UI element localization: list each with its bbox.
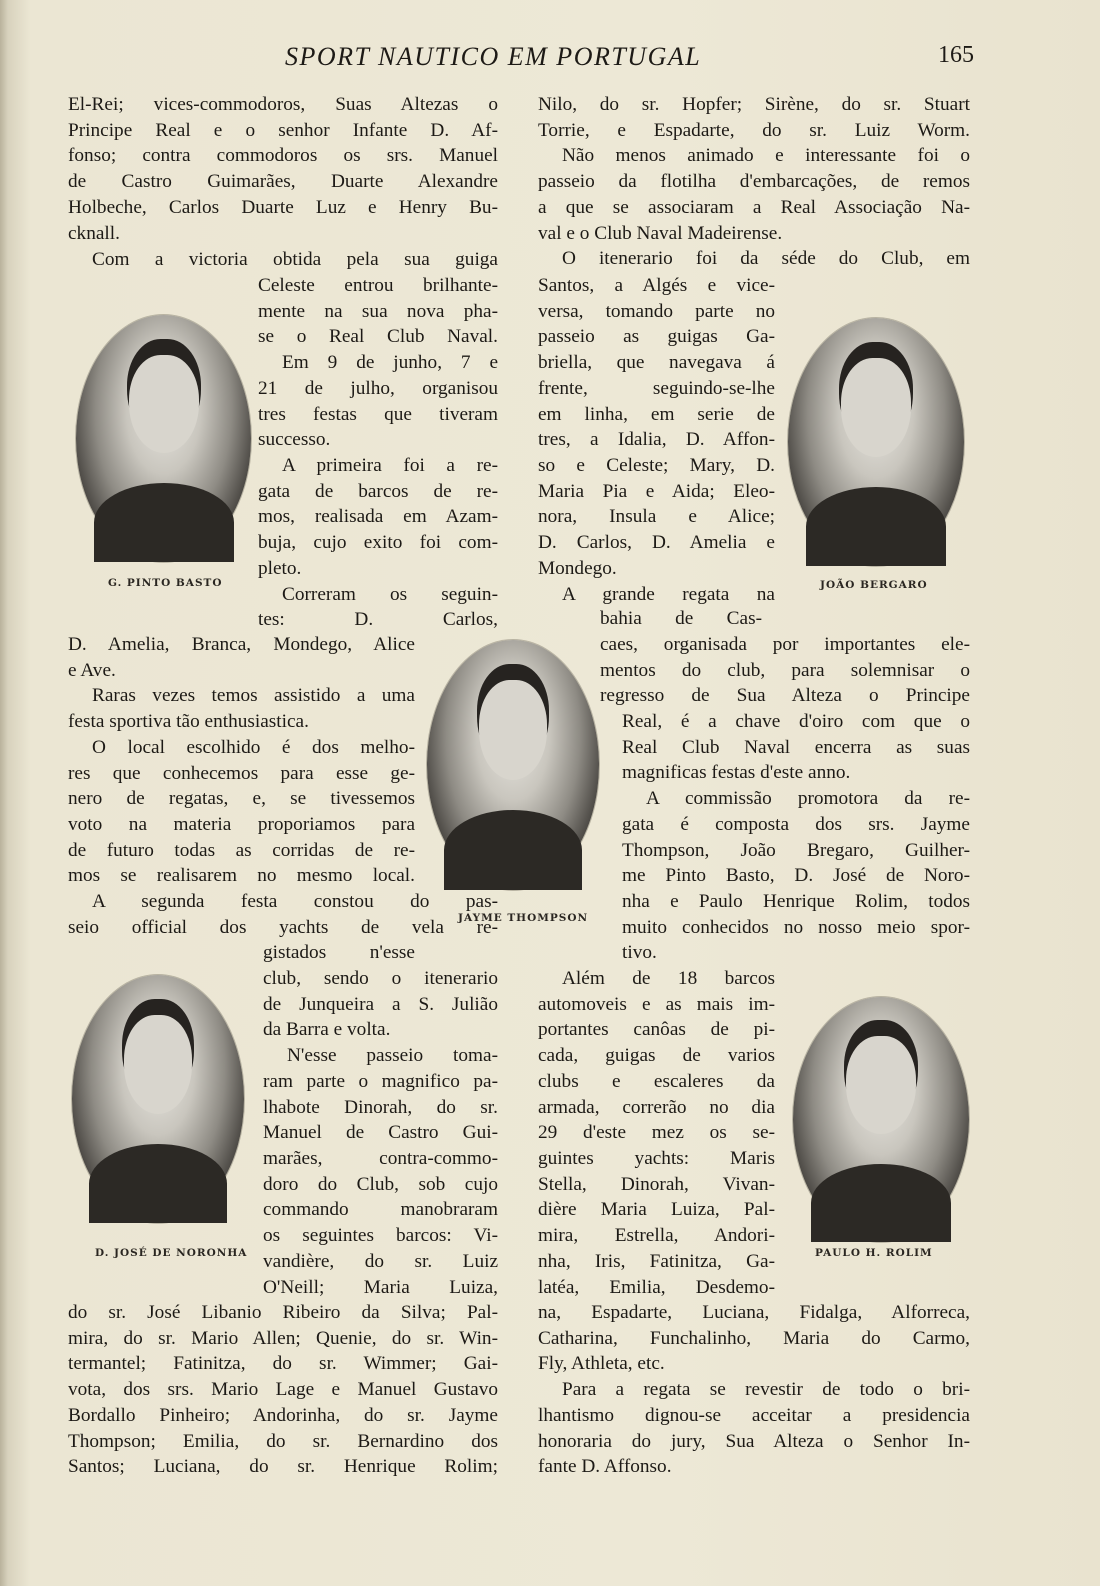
text-line: fante D. Affonso. — [538, 1456, 672, 1478]
text-line: D. Amelia, Branca, Mondego, Alice — [68, 634, 415, 655]
text-line: honoraria do jury, Sua Alteza o Senhor In- — [538, 1430, 970, 1452]
right-text-block — [600, 632, 970, 709]
text-line: Com a victoria obtida pela sua guiga — [92, 249, 498, 270]
text-line: lhabote Dinorah, do sr. — [263, 1096, 498, 1118]
text-line: os seguintes barcos: Vi- — [263, 1225, 498, 1247]
caption-noronha: D. JOSÉ DE NORONHA — [95, 1247, 248, 1259]
left-text-block — [68, 92, 498, 246]
text-line: O local escolhido é dos melho- — [92, 736, 415, 758]
page-number: 165 — [938, 42, 974, 68]
text-line: pleto. — [258, 557, 302, 579]
right-text-block — [538, 1300, 970, 1480]
text-line: mentos do club, para solemnisar o — [600, 659, 970, 681]
text-line: frente, seguindo-se-lhe — [538, 377, 775, 399]
caption-pinto-basto: G. PINTO BASTO — [108, 577, 223, 589]
text-line: voto na materia proporiamos para — [68, 814, 415, 836]
text-line: seio official dos yachts de vela re- — [68, 916, 498, 938]
text-line: ram parte o magnifico pa- — [263, 1070, 498, 1092]
text-line: de Castro Guimarães, Duarte Alexandre — [68, 171, 498, 193]
text-line: Raras vezes temos assistido a uma — [92, 685, 415, 707]
left-text-block — [68, 247, 498, 273]
text-line: Bordallo Pinheiro; Andorinha, do sr. Jayme — [68, 1404, 498, 1426]
text-line: versa, tomando parte no — [538, 300, 775, 322]
text-line: me Pinto Basto, D. José de Noro- — [622, 865, 970, 887]
text-line: a que se associaram a Real Associação Na- — [538, 196, 970, 218]
text-line: vandière, do sr. Luiz — [263, 1250, 498, 1272]
text-line: Além de 18 barcos — [562, 968, 775, 989]
text-line: tes: D. Carlos, — [258, 609, 498, 631]
text-line: mira, do sr. Mario Allen; Quenie, do sr. Win- — [68, 1327, 498, 1349]
text-line: Mondego. — [538, 557, 617, 579]
text-line: vota, dos srs. Mario Lage e Manuel Gustavo — [68, 1379, 498, 1401]
text-line: armada, correrão no dia — [538, 1096, 775, 1118]
text-line: nha e Paulo Henrique Rolim, todos — [622, 891, 970, 913]
text-line: nora, Insula e Alice; — [538, 506, 775, 528]
text-line: Stella, Dinorah, Vivan- — [538, 1173, 775, 1195]
text-line: buja, cujo exito foi com- — [258, 532, 498, 554]
running-header-title: SPORT NAUTICO EM PORTUGAL — [285, 42, 702, 71]
caption-rolim: PAULO H. ROLIM — [815, 1247, 933, 1259]
text-line: guintes yachts: Maris — [538, 1148, 775, 1170]
right-text-block — [538, 92, 970, 272]
portrait-thompson — [427, 640, 599, 890]
text-line: O itenerario foi da séde do Club, em — [562, 248, 970, 270]
left-text-block — [68, 889, 498, 940]
text-line: val e o Club Naval Madeirense. — [538, 222, 783, 244]
left-text-block — [263, 940, 415, 966]
text-line: portantes canôas de pi- — [538, 1019, 775, 1041]
text-line: passeio da flotilha d'embarcações, de remos — [538, 171, 970, 193]
text-line: club, sendo o itenerario — [263, 968, 498, 989]
text-line: 29 d'este mez os se- — [538, 1122, 775, 1144]
text-line: de Junqueira a S. Julião — [263, 993, 498, 1015]
text-line: passeio as guigas Ga- — [538, 326, 775, 348]
text-line: mos se realisarem no mesmo local. — [68, 865, 415, 887]
text-line: Torrie, e Espadarte, do sr. Luiz Worm. — [538, 119, 970, 141]
portrait-noronha — [72, 975, 244, 1223]
right-text-block — [622, 709, 970, 966]
text-line: A segunda festa constou do pas- — [92, 891, 498, 912]
text-line: caes, organisada por importantes ele- — [600, 634, 970, 655]
text-line: latéa, Emilia, Desdemo- — [538, 1276, 775, 1298]
left-text-block — [258, 273, 498, 633]
text-line: mos, realisada em Azam- — [258, 506, 498, 528]
text-line: nero de regatas, e, se tivessemos — [68, 788, 415, 810]
portrait-bergaro — [788, 318, 964, 566]
left-text-block — [263, 966, 498, 1300]
text-line: na, Espadarte, Luciana, Fidalga, Alforreca, — [538, 1302, 970, 1323]
text-line: Thompson; Emilia, do sr. Bernardino dos — [68, 1430, 498, 1452]
left-text-block — [68, 632, 415, 889]
text-line: muito conhecidos no nosso meio spor- — [622, 916, 970, 938]
text-line: fonso; contra commodoros os srs. Manuel — [68, 145, 498, 167]
text-line: A primeira foi a re- — [282, 455, 498, 477]
text-line: do sr. José Libanio Ribeiro da Silva; Pal- — [68, 1302, 498, 1323]
text-line: Não menos animado e interessante foi o — [562, 145, 970, 167]
caption-bergaro: JOÃO BERGARO — [820, 579, 928, 591]
text-line: festa sportiva tão enthusiastica. — [68, 711, 309, 733]
text-line: Thompson, João Bregaro, Guilher- — [622, 839, 970, 861]
text-line: Catharina, Funchalinho, Maria do Carmo, — [538, 1327, 970, 1349]
text-line: tres, a Idalia, D. Affon- — [538, 429, 775, 451]
text-line: cknall. — [68, 222, 120, 244]
text-line: gistados n'esse — [263, 942, 415, 963]
right-text-block — [538, 966, 775, 1300]
text-line: lhantismo dignou-se acceitar a presidencia — [538, 1404, 970, 1426]
text-line: cada, guigas de varios — [538, 1045, 775, 1067]
text-line: Correram os seguin- — [282, 583, 498, 605]
text-line: Santos; Luciana, do sr. Henrique Rolim; — [68, 1456, 498, 1478]
text-line: 21 de julho, organisou — [258, 377, 498, 399]
text-line: Santos, a Algés e vice- — [538, 275, 775, 296]
text-line: tres festas que tiveram — [258, 403, 498, 425]
text-line: e Ave. — [68, 659, 116, 681]
text-line: Real, é a chave d'oiro com que o — [622, 711, 970, 732]
text-line: El-Rei; vices-commodoros, Suas Altezas o — [68, 94, 498, 115]
text-line: O'Neill; Maria Luiza, — [263, 1276, 498, 1298]
caption-thompson: JAYME THOMPSON — [458, 912, 589, 924]
text-line: Nilo, do sr. Hopfer; Sirène, do sr. Stuart — [538, 94, 970, 115]
text-line: marães, contra-commo- — [263, 1148, 498, 1170]
left-text-block — [68, 1300, 498, 1480]
right-text-block — [538, 273, 775, 607]
text-line: Celeste entrou brilhante- — [258, 275, 498, 296]
text-line: mente na sua nova pha- — [258, 300, 498, 322]
text-line: gata é composta dos srs. Jayme — [622, 813, 970, 835]
text-line: doro do Club, sob cujo — [263, 1173, 498, 1195]
text-line: mira, Estrella, Andori- — [538, 1225, 775, 1247]
text-line: clubs e escaleres da — [538, 1070, 775, 1092]
text-line: Real Club Naval encerra as suas — [622, 736, 970, 758]
text-line: Holbeche, Carlos Duarte Luz e Henry Bu- — [68, 196, 498, 218]
text-line: Principe Real e o senhor Infante D. Af- — [68, 119, 498, 141]
text-line: Em 9 de junho, 7 e — [282, 352, 498, 374]
text-line: Maria Pia e Aida; Eleo- — [538, 480, 775, 502]
text-line: dière Maria Luiza, Pal- — [538, 1199, 775, 1221]
text-line: automoveis e as mais im- — [538, 993, 775, 1015]
text-line: nha, Iris, Fatinitza, Ga- — [538, 1250, 775, 1272]
text-line: se o Real Club Naval. — [258, 326, 498, 348]
text-line: commando manobraram — [263, 1199, 498, 1221]
text-line: N'esse passeio toma- — [287, 1045, 498, 1067]
text-line: em linha, em serie de — [538, 403, 775, 425]
portrait-rolim — [793, 997, 969, 1242]
text-line: gata de barcos de re- — [258, 480, 498, 502]
text-line: A grande regata na — [562, 583, 775, 605]
portrait-pinto-basto — [76, 315, 251, 562]
text-line: so e Celeste; Mary, D. — [538, 455, 775, 477]
text-line: briella, que navegava á — [538, 352, 775, 374]
text-line: bahia de Cas- — [600, 608, 762, 629]
text-line: tivo. — [622, 942, 657, 964]
right-text-block — [600, 606, 762, 632]
text-line: termantel; Fatinitza, do sr. Wimmer; Gai- — [68, 1353, 498, 1375]
text-line: de futuro todas as corridas de re- — [68, 839, 415, 861]
text-line: D. Carlos, D. Amelia e — [538, 532, 775, 554]
text-line: Fly, Athleta, etc. — [538, 1353, 665, 1375]
text-line: da Barra e volta. — [263, 1019, 391, 1041]
text-line: A commissão promotora da re- — [646, 788, 970, 810]
text-line: Para a regata se revestir de todo o bri- — [562, 1379, 970, 1401]
text-line: regresso de Sua Alteza o Principe — [600, 685, 970, 707]
text-line: magnificas festas d'este anno. — [622, 762, 851, 784]
text-line: res que conhecemos para esse ge- — [68, 762, 415, 784]
text-line: Manuel de Castro Gui- — [263, 1122, 498, 1144]
text-line: successo. — [258, 429, 331, 451]
